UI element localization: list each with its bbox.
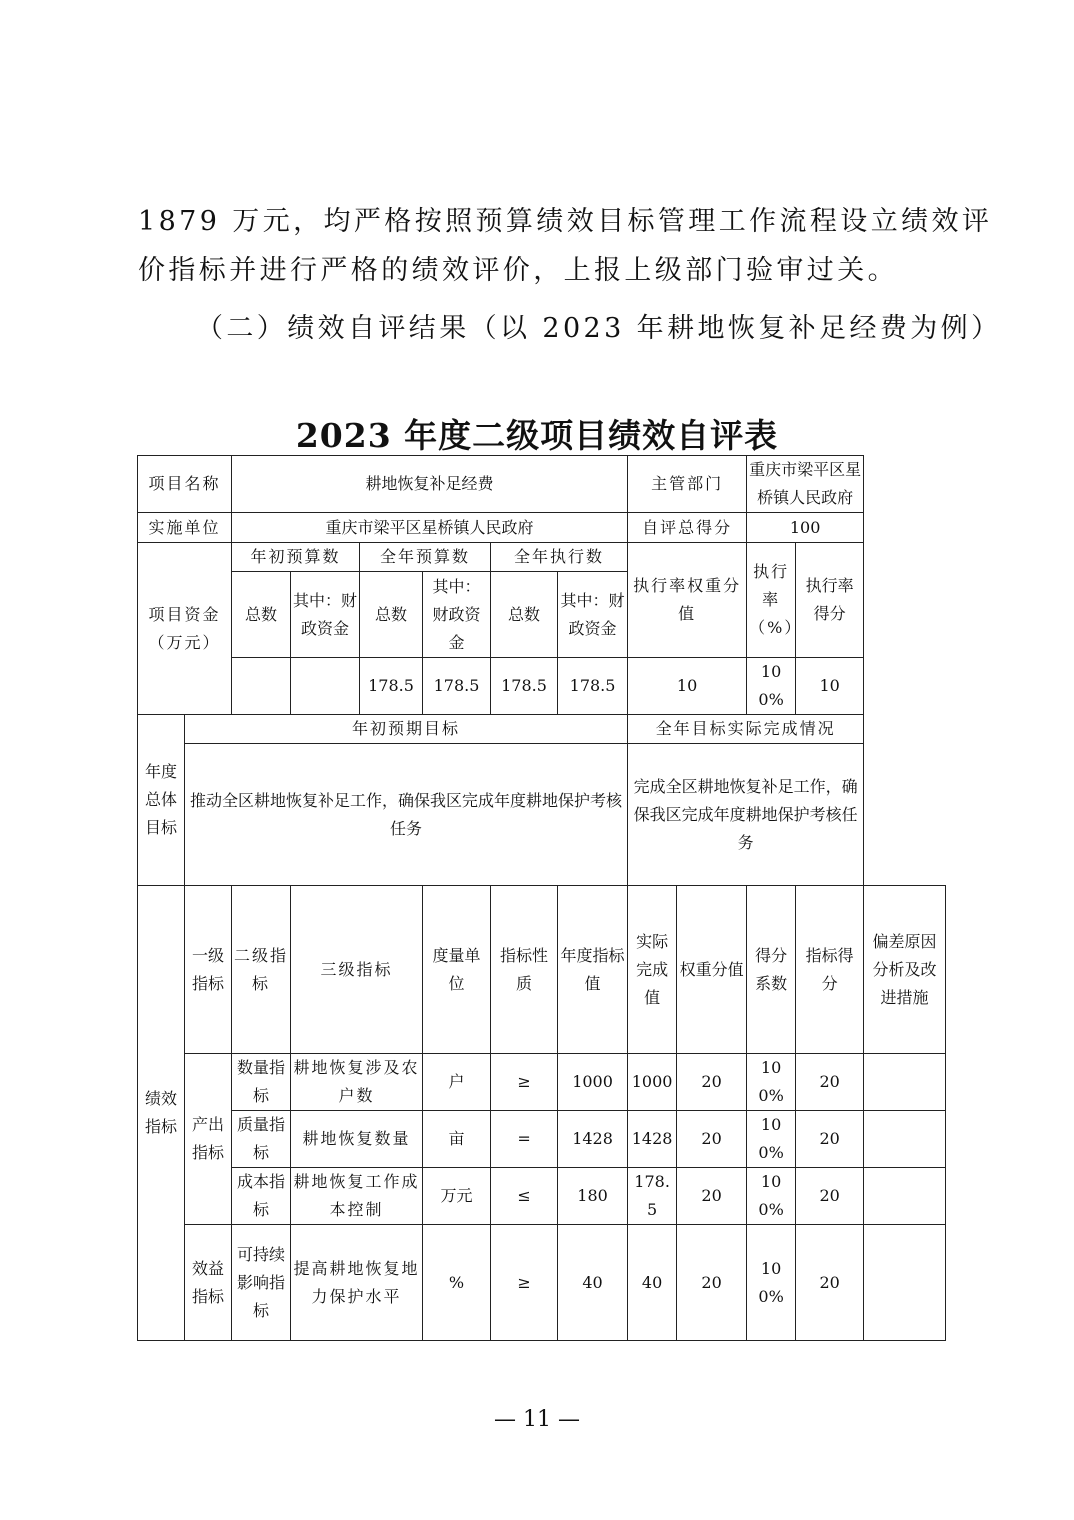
table-row-target: 1000 [558,1054,628,1111]
initial-fiscal-label: 其中：财政资金 [291,572,360,658]
initial-total-label: 总数 [232,572,291,658]
exec-weight-label: 执行率权重分值 [628,543,747,658]
table-row-note [864,1168,946,1225]
impl-unit-value: 重庆市梁平区星桥镇人民政府 [232,513,628,543]
impl-unit-label: 实施单位 [138,513,232,543]
col-weight: 权重分值 [677,886,747,1054]
table-row-nature: ≤ [491,1168,558,1225]
col-level2: 二级指标 [232,886,291,1054]
table-row-unit: 亩 [423,1111,491,1168]
table-row-score: 20 [796,1225,864,1341]
table-row-actual: 178.5 [628,1168,677,1225]
table-row-unit: 万元 [423,1168,491,1225]
table-row-weight: 20 [677,1054,747,1111]
table-row-coef: 100% [747,1168,796,1225]
table-row-actual: 1428 [628,1111,677,1168]
table-row-level2: 数量指标 [232,1054,291,1111]
annual-fiscal-value: 178.5 [423,658,491,715]
page-number: — 11 — [494,1407,580,1432]
table-row-level2: 成本指标 [232,1168,291,1225]
funds-annual-group: 全年预算数 [360,543,491,572]
table-row-nature: ≥ [491,1225,558,1341]
table-row-target: 180 [558,1168,628,1225]
exec-weight-value: 10 [628,658,747,715]
table-row-weight: 20 [677,1111,747,1168]
expected-goal-label: 年初预期目标 [185,715,628,744]
exec-rate-value: 100% [747,658,796,715]
project-name-label: 项目名称 [138,456,232,513]
initial-fiscal-value [291,658,360,715]
table-row-actual: 40 [628,1225,677,1341]
table-row-level2: 质量指标 [232,1111,291,1168]
funds-initial-group: 年初预算数 [232,543,360,572]
exec-total-value: 178.5 [491,658,558,715]
table-row-level2: 可持续影响指标 [232,1225,291,1341]
table-row-score: 20 [796,1111,864,1168]
initial-total-value [232,658,291,715]
self-evaluation-table [137,455,946,1341]
level1-output: 产出指标 [185,1054,232,1225]
col-target: 年度指标值 [558,886,628,1054]
table-row-actual: 1000 [628,1054,677,1111]
exec-total-label: 总数 [491,572,558,658]
total-score-value: 100 [747,513,864,543]
col-level1: 一级指标 [185,886,232,1054]
col-level3: 三级指标 [291,886,423,1054]
table-row-score: 20 [796,1168,864,1225]
table-row-coef: 100% [747,1054,796,1111]
funds-label: 项目资金（万元） [138,543,232,715]
col-actual: 实际完成值 [628,886,677,1054]
col-unit: 度量单位 [423,886,491,1054]
dept-value: 重庆市梁平区星桥镇人民政府 [747,456,864,513]
funds-exec-group: 全年执行数 [491,543,628,572]
col-score: 指标得分 [796,886,864,1054]
table-row-note [864,1225,946,1341]
table-row-unit: 户 [423,1054,491,1111]
exec-rate-score-label: 执行率得分 [796,543,864,658]
annual-total-label: 总数 [360,572,423,658]
table-row-level3: 耕地恢复数量 [291,1111,423,1168]
table-row-note [864,1111,946,1168]
actual-goal-text: 完成全区耕地恢复补足工作，确保我区完成年度耕地保护考核任务 [628,744,864,886]
table-row-nature: = [491,1111,558,1168]
table-row-score: 20 [796,1054,864,1111]
section-heading: （二）绩效自评结果（以 2023 年耕地恢复补足经费为例） [196,313,1002,344]
exec-rate-score-value: 10 [796,658,864,715]
table-row-level3: 耕地恢复涉及农户数 [291,1054,423,1111]
annual-fiscal-label: 其中：财政资金 [423,572,491,658]
table-row-note [864,1054,946,1111]
col-coef: 得分系数 [747,886,796,1054]
actual-goal-label: 全年目标实际完成情况 [628,715,864,744]
body-paragraph-line-1: 1879 万元，均严格按照预算绩效目标管理工作流程设立绩效评 [138,206,993,237]
total-score-label: 自评总得分 [628,513,747,543]
table-row-coef: 100% [747,1225,796,1341]
exec-fiscal-label: 其中：财政资金 [558,572,628,658]
exec-fiscal-value: 178.5 [558,658,628,715]
table-row-target: 1428 [558,1111,628,1168]
dept-label: 主管部门 [628,456,747,513]
table-row-level3: 提高耕地恢复地力保护水平 [291,1225,423,1341]
table-row-level3: 耕地恢复工作成本控制 [291,1168,423,1225]
expected-goal-text: 推动全区耕地恢复补足工作，确保我区完成年度耕地保护考核任务 [185,744,628,886]
table-row-weight: 20 [677,1168,747,1225]
col-note: 偏差原因分析及改进措施 [864,886,946,1054]
level1-benefit: 效益指标 [185,1225,232,1341]
table-row-target: 40 [558,1225,628,1341]
table-row-weight: 20 [677,1225,747,1341]
project-name-value: 耕地恢复补足经费 [232,456,628,513]
body-paragraph-line-2: 价指标并进行严格的绩效评价，上报上级部门验审过关。 [138,255,898,286]
table-row-unit: % [423,1225,491,1341]
table-title: 2023 年度二级项目绩效自评表 [295,416,779,455]
exec-rate-label: 执行率（%） [747,543,796,658]
col-nature: 指标性质 [491,886,558,1054]
annual-total-value: 178.5 [360,658,423,715]
indicators-label: 绩效指标 [138,886,185,1341]
annual-goal-label: 年度总体目标 [138,715,185,886]
table-row-nature: ≥ [491,1054,558,1111]
table-row-coef: 100% [747,1111,796,1168]
